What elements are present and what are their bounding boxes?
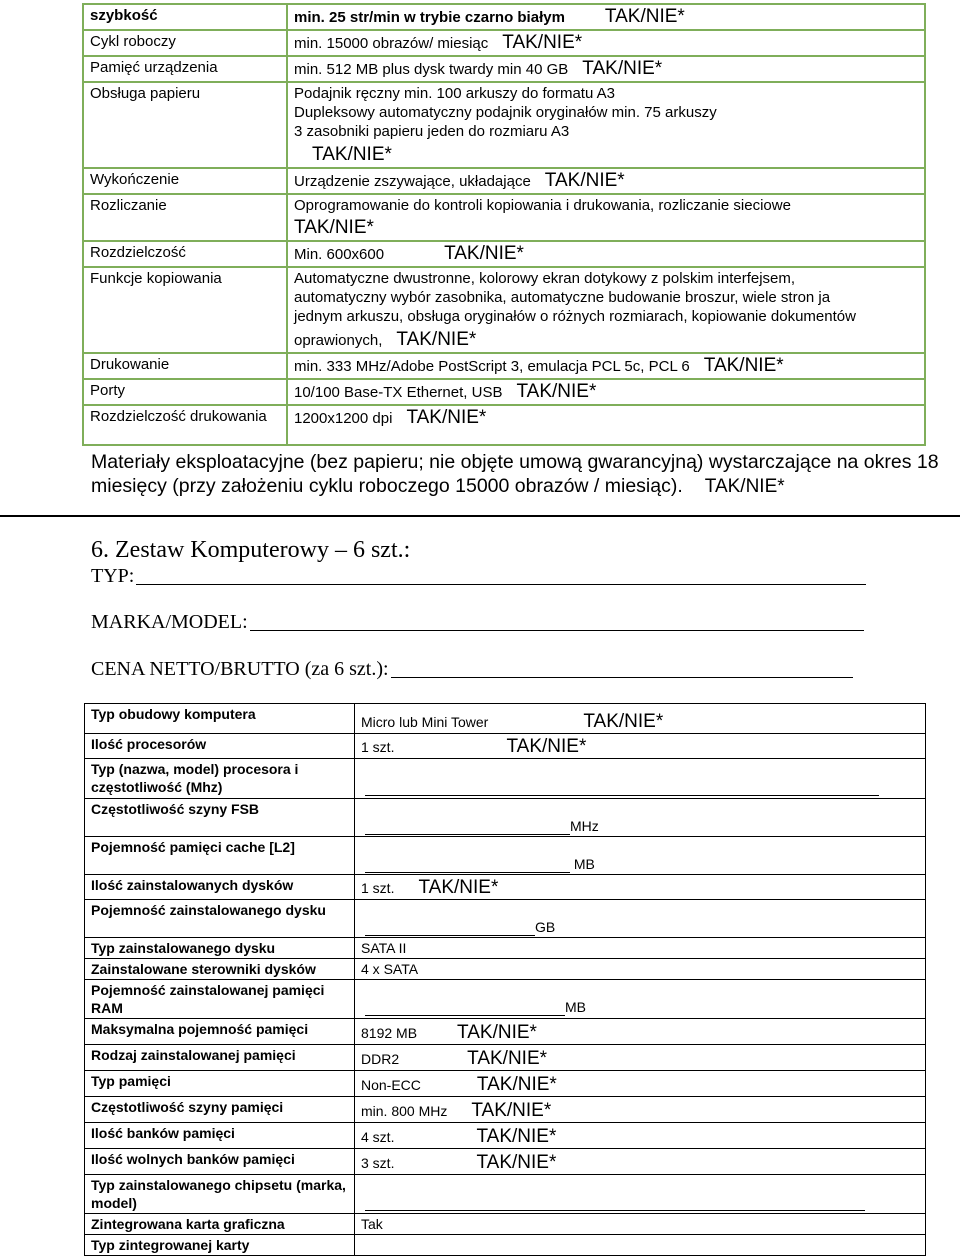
tak-nie-mark: TAK/NIE*: [704, 476, 785, 497]
marka-field: [91, 611, 864, 634]
spec-label: Ilość banków pamięci: [85, 1123, 355, 1149]
spec-label: Typ obudowy komputera: [85, 704, 355, 734]
tak-nie-mark: TAK/NIE*: [506, 736, 587, 757]
blank-line[interactable]: [365, 921, 535, 936]
spec-text: oprawionych,: [294, 332, 383, 349]
tak-nie-mark: TAK/NIE*: [444, 243, 524, 264]
spec-text: 3 zasobniki papieru jeden do rozmiaru A3: [294, 123, 570, 140]
spec-value: [287, 168, 925, 194]
blank-line[interactable]: [365, 1196, 865, 1211]
unit-label: MB: [565, 999, 586, 1015]
tak-nie-mark: TAK/NIE*: [476, 1074, 557, 1095]
spec-row: [85, 1235, 926, 1256]
spec-value: [355, 1019, 926, 1045]
tak-nie-mark: TAK/NIE*: [467, 1048, 548, 1069]
tak-nie-mark: TAK/NIE*: [294, 217, 374, 238]
spec-value: [355, 837, 926, 875]
spec-value: [355, 1123, 926, 1149]
spec-row: [85, 1071, 926, 1097]
section-divider: [0, 515, 960, 517]
spec-text: Non-ECC: [361, 1077, 421, 1093]
tak-nie-mark: TAK/NIE*: [457, 1022, 537, 1043]
spec-text: Automatyczne dwustronne, kolorowy ekran dotykowy z polskim interfejsem,: [294, 270, 796, 287]
spec-row: [85, 837, 926, 875]
spec-value: [355, 1045, 926, 1071]
spec-label: Ilość wolnych banków pamięci: [85, 1149, 355, 1175]
spec-row: [85, 1175, 926, 1214]
unit-label: MHz: [570, 818, 599, 834]
computer-spec-table: [84, 703, 926, 1256]
spec-row: [85, 759, 926, 799]
spec-text: jednym arkuszu, obsługa oryginałów o różnych rozmiarach, kopiowanie dokumentów: [294, 308, 856, 325]
spec-label: Typ zintegrowanej karty: [85, 1235, 355, 1256]
tak-nie-mark: TAK/NIE*: [406, 407, 487, 428]
cena-blank-line[interactable]: [391, 676, 853, 678]
materials-text: Materiały eksploatacyjne (bez papieru; nie objęte umową gwarancyjną) wystarczające na okres 18 miesięcy (przy założeniu cyklu roboczego 15000 obrazów / miesiąc).: [91, 451, 939, 497]
spec-value: [355, 980, 926, 1019]
spec-row: [85, 1019, 926, 1045]
spec-label: Typ (nazwa, model) procesora i częstotliwość (Mhz): [85, 759, 355, 799]
spec-label: Rozdzielczość: [83, 241, 287, 267]
spec-row: [83, 30, 925, 56]
spec-text: min. 800 MHz: [361, 1103, 448, 1119]
spec-text: 1 szt.: [361, 739, 395, 755]
spec-value: [287, 267, 925, 353]
spec-label: Częstotliwość szyny pamięci: [85, 1097, 355, 1123]
spec-text: automatyczny wybór zasobnika, automatyczne budowanie broszur, wiele stron ja: [294, 289, 831, 306]
spec-text: Dupleksowy automatyczny podajnik oryginałów min. 75 arkuszy: [294, 104, 717, 121]
spec-label: Częstotliwość szyny FSB: [85, 799, 355, 837]
spec-row: [85, 734, 926, 759]
spec-text: 8192 MB: [361, 1025, 418, 1041]
spec-label: Porty: [83, 379, 287, 405]
spec-text: 10/100 Base-TX Ethernet, USB: [294, 384, 503, 401]
tak-nie-mark: TAK/NIE*: [476, 1126, 557, 1147]
spec-value: [355, 1175, 926, 1214]
spec-label: szybkość: [83, 4, 287, 30]
materials-paragraph: [91, 450, 941, 498]
spec-row: [85, 980, 926, 1019]
spec-text: 1200x1200 dpi: [294, 410, 393, 427]
spec-text: Min. 600x600: [294, 246, 385, 263]
spec-label: Typ pamięci: [85, 1071, 355, 1097]
spec-row: [85, 900, 926, 938]
spec-label: Typ zainstalowanego dysku: [85, 938, 355, 959]
spec-label: Wykończenie: [83, 168, 287, 194]
blank-line[interactable]: [365, 820, 570, 835]
tak-nie-mark: TAK/NIE*: [544, 170, 625, 191]
spec-value: [287, 379, 925, 405]
spec-row: [85, 799, 926, 837]
spec-text: Podajnik ręczny min. 100 arkuszy do formatu A3: [294, 85, 615, 102]
spec-row: [85, 875, 926, 900]
marka-blank-line[interactable]: [250, 629, 864, 631]
spec-row: [85, 1123, 926, 1149]
section-title: 6. Zestaw Komputerowy – 6 szt.:: [91, 537, 411, 563]
spec-row: [83, 353, 925, 379]
spec-row: [83, 168, 925, 194]
spec-value: [355, 759, 926, 799]
spec-value: SATA II: [355, 938, 926, 959]
spec-value: Tak: [355, 1214, 926, 1235]
spec-label: Pojemność zainstalowanej pamięci RAM: [85, 980, 355, 1019]
cena-label: CENA NETTO/BRUTTO (za 6 szt.):: [91, 658, 389, 680]
spec-text: Micro lub Mini Tower: [361, 714, 489, 730]
tak-nie-mark: TAK/NIE*: [476, 1152, 557, 1173]
spec-label: Drukowanie: [83, 353, 287, 379]
spec-text: 3 szt.: [361, 1155, 395, 1171]
spec-label: Pamięć urządzenia: [83, 56, 287, 82]
tak-nie-mark: TAK/NIE*: [502, 32, 583, 53]
spec-row: [83, 379, 925, 405]
tak-nie-mark: TAK/NIE*: [582, 58, 663, 79]
blank-line[interactable]: [365, 781, 879, 796]
typ-field: [91, 565, 866, 588]
spec-value: [355, 1097, 926, 1123]
spec-row: [83, 56, 925, 82]
spec-label: Obsługa papieru: [83, 82, 287, 168]
spec-value: [287, 82, 925, 168]
spec-row: [83, 194, 925, 241]
spec-label: Typ zainstalowanego chipsetu (marka, model): [85, 1175, 355, 1214]
spec-row: [83, 241, 925, 267]
spec-value: 4 x SATA: [355, 959, 926, 980]
cena-field: [91, 658, 853, 681]
spec-label: Rodzaj zainstalowanej pamięci: [85, 1045, 355, 1071]
spec-row: [83, 4, 925, 30]
spec-value: [287, 4, 925, 30]
spec-row: [85, 1214, 926, 1235]
spec-value: [287, 194, 925, 241]
spec-label: Maksymalna pojemność pamięci: [85, 1019, 355, 1045]
spec-row: [85, 938, 926, 959]
printer-spec-table: [82, 3, 926, 446]
spec-text: DDR2: [361, 1051, 400, 1067]
spec-value: [355, 1149, 926, 1175]
spec-value: [355, 875, 926, 900]
spec-text: min. 15000 obrazów/ miesiąc: [294, 35, 489, 52]
spec-row: [85, 1149, 926, 1175]
spec-label: Pojemność zainstalowanego dysku: [85, 900, 355, 938]
tak-nie-mark: TAK/NIE*: [312, 144, 392, 165]
spec-row: [83, 82, 925, 168]
spec-label: Zintegrowana karta graficzna: [85, 1214, 355, 1235]
spec-label: Ilość zainstalowanych dysków: [85, 875, 355, 900]
tak-nie-mark: TAK/NIE*: [396, 329, 477, 350]
spec-row: [85, 704, 926, 734]
spec-text: min. 25 str/min w trybie czarno białym: [294, 9, 565, 26]
spec-text: min. 512 MB plus dysk twardy min 40 GB: [294, 61, 569, 78]
spec-text: Oprogramowanie do kontroli kopiowania i drukowania, rozliczanie sieciowe: [294, 197, 791, 214]
spec-value: [287, 353, 925, 379]
tak-nie-mark: TAK/NIE*: [516, 381, 597, 402]
spec-value: [287, 405, 925, 445]
blank-line[interactable]: [365, 858, 570, 873]
spec-row: [83, 267, 925, 353]
spec-value: [287, 56, 925, 82]
spec-text: 4 szt.: [361, 1129, 395, 1145]
spec-value: [355, 900, 926, 938]
spec-value: [355, 1071, 926, 1097]
spec-text: 1 szt.: [361, 880, 395, 896]
spec-label: Pojemność pamięci cache [L2]: [85, 837, 355, 875]
spec-label: Zainstalowane sterowniki dysków: [85, 959, 355, 980]
spec-value: [355, 799, 926, 837]
typ-blank-line[interactable]: [136, 583, 866, 585]
marka-label: MARKA/MODEL:: [91, 611, 248, 633]
unit-label: MB: [570, 856, 595, 872]
spec-value: [355, 1235, 926, 1256]
spec-row: [85, 1045, 926, 1071]
spec-label: Funkcje kopiowania: [83, 267, 287, 353]
spec-value: [355, 734, 926, 759]
spec-row: [83, 405, 925, 445]
spec-text: min. 333 MHz/Adobe PostScript 3, emulacja PCL 5c, PCL 6: [294, 358, 690, 375]
spec-label: Rozliczanie: [83, 194, 287, 241]
spec-label: Cykl roboczy: [83, 30, 287, 56]
spec-value: [287, 241, 925, 267]
unit-label: GB: [535, 919, 556, 935]
spec-value: [355, 704, 926, 734]
blank-line[interactable]: [365, 1001, 565, 1016]
spec-row: [85, 1097, 926, 1123]
tak-nie-mark: TAK/NIE*: [471, 1100, 552, 1121]
spec-label: Rozdzielczość drukowania: [83, 405, 287, 445]
tak-nie-mark: TAK/NIE*: [583, 711, 664, 732]
spec-row: [85, 959, 926, 980]
tak-nie-mark: TAK/NIE*: [418, 877, 499, 898]
spec-value: [287, 30, 925, 56]
spec-text: Urządzenie zszywające, układające: [294, 173, 531, 190]
tak-nie-mark: TAK/NIE*: [604, 6, 685, 27]
tak-nie-mark: TAK/NIE*: [703, 355, 784, 376]
typ-label: TYP:: [91, 565, 135, 587]
spec-label: Ilość procesorów: [85, 734, 355, 759]
